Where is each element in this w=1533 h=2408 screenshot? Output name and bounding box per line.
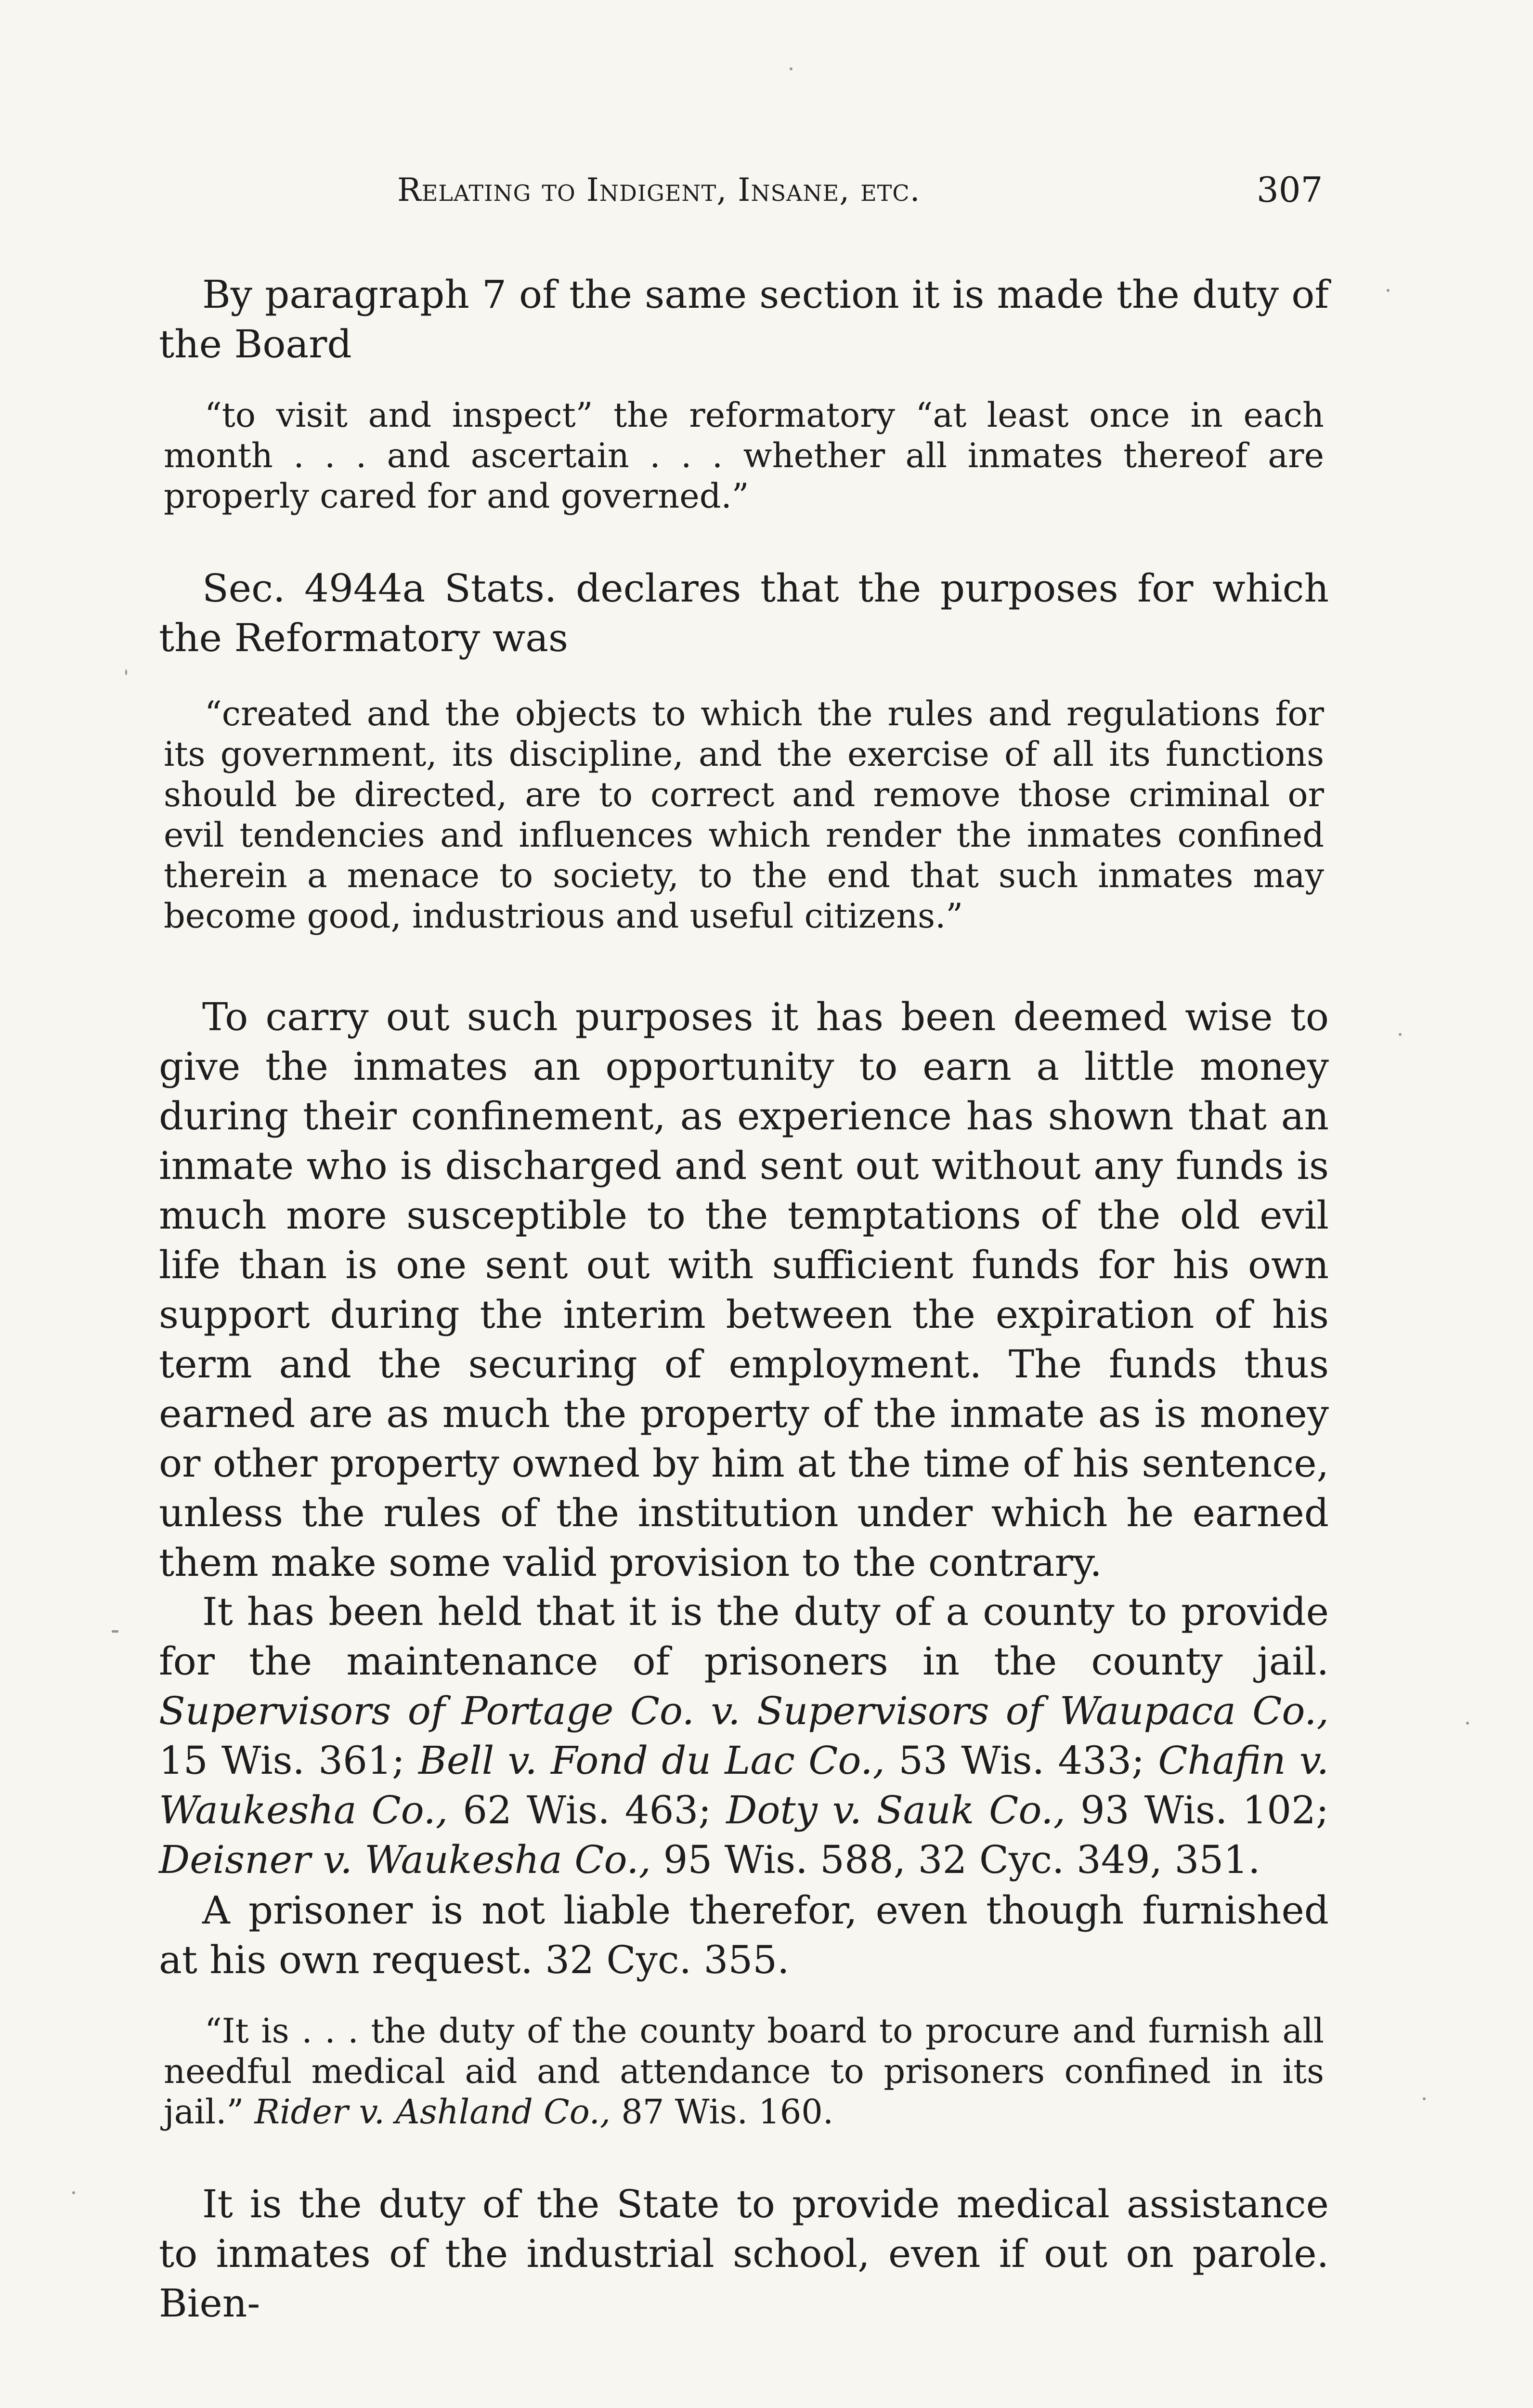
quote-visit-inspect: “to visit and inspect” the reformatory “at least once in each month . . . and ascertain . . . whether all inmates thereof are properly cared for and governed.”	[164, 395, 1324, 516]
case-citation: 93 Wis. 102;	[1065, 1788, 1329, 1832]
running-header-title: Relating to Indigent, Insane, etc.	[397, 171, 921, 209]
case-citation: 87 Wis. 160.	[611, 2092, 834, 2132]
paragraph-stats-declaration: Sec. 4944a Stats. declares that the purposes for which the Reformatory was	[159, 566, 1329, 660]
medical-aid-quote-text: “It is . . . the duty of the county board to procure and furnish all needful medical aid and attendance to prisoners confined in its jail.”	[164, 2011, 1324, 2132]
scan-speck	[1423, 2097, 1426, 2100]
case-name: Doty v. Sauk Co.,	[726, 1788, 1065, 1832]
paragraph-county-duty	[159, 1587, 1329, 1885]
case-name: Supervisors of Portage Co. v. Supervisors of Waupaca Co.,	[159, 1688, 1329, 1733]
scan-speck	[72, 2191, 75, 2194]
case-citation: 62 Wis. 463;	[448, 1788, 727, 1832]
quote-medical-aid	[164, 2011, 1324, 2132]
scan-speck	[790, 67, 792, 70]
case-name: Rider v. Ashland Co.,	[254, 2092, 611, 2132]
case-citation: 53 Wis. 433;	[884, 1738, 1158, 1783]
case-name: Chafin v. Waukesha Co.,	[159, 1738, 1329, 1832]
paragraph-inmate-earnings-text: To carry out such purposes it has been deemed wise to give the inmates an opportunity to earn a little money during their confinement, as experience has shown that an inmate who is discharged and sent out without any funds is much more susceptible to the temptations of the old evil life than is one sent out with sufficient funds for his own support during the interim between the expiration of his term and the securing of employment. The funds thus earned are as much the property of the inmate as is money or other property owned by him at the time of his sentence, unless the rules of the institution under which he earned them make some valid provision to the contrary.	[159, 995, 1329, 1585]
case-citation: 15 Wis. 361;	[159, 1738, 419, 1783]
scan-speck	[1466, 1722, 1469, 1725]
case-name: Deisner v. Waukesha Co.,	[159, 1837, 651, 1882]
paragraph-inmate-earnings	[159, 992, 1329, 1587]
page-number: 307	[1257, 170, 1323, 210]
paragraph-state-duty: It is the duty of the State to provide medical assistance to inmates of the industrial school, even if out on parole. Bien-	[159, 2182, 1329, 2326]
scan-mark	[125, 669, 127, 675]
paragraph-board-duty: By paragraph 7 of the same section it is made the duty of the Board	[159, 272, 1329, 366]
county-duty-text: It has been held that it is the duty of a county to provide for the maintenance of prisoners in the county jail.	[159, 1589, 1329, 1684]
paragraph-prisoner-liability: A prisoner is not liable therefor, even though furnished at his own request. 32 Cyc. 355.	[159, 1888, 1329, 1982]
case-name: Bell v. Fond du Lac Co.,	[418, 1738, 885, 1783]
scan-mark	[112, 1630, 118, 1633]
scan-speck	[1387, 289, 1390, 292]
case-citation: 95 Wis. 588, 32 Cyc. 349, 351.	[651, 1837, 1260, 1882]
quote-reformatory-purpose: “created and the objects to which the rules and regulations for its government, its discipline, and the exercise of all its functions should be directed, are to correct and remove those criminal or evil tendencies and influences which render the inmates confined therein a menace to society, to the end that such inmates may become good, industrious and useful citizens.”	[164, 694, 1324, 936]
scan-speck	[1399, 1033, 1402, 1036]
